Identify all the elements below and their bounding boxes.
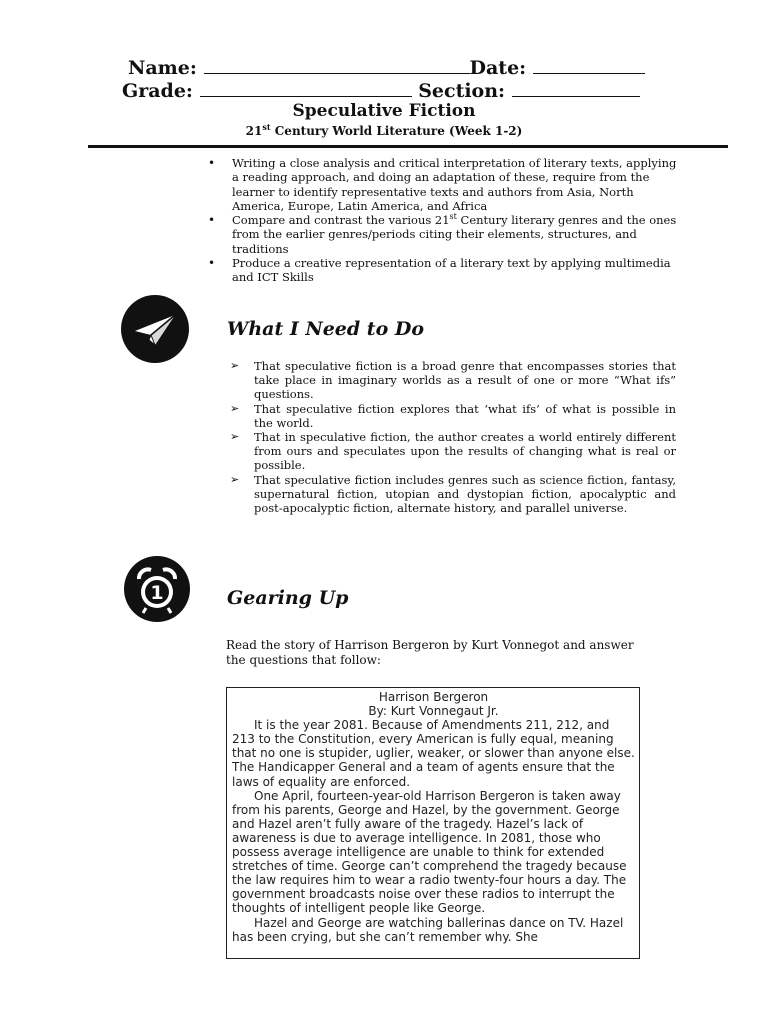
grade-section-line <box>122 79 640 102</box>
list-item: ➢ That speculative fiction includes genres such as science fiction, fantasy, supernatural fiction, utopian and dystopian fiction, apocalyptic and post-apocalyptic fiction, alternate history, and parallel universe. <box>230 473 676 516</box>
objective-item: • Produce a creative representation of a literary text by applying multimedia and ICT Skills <box>208 256 678 285</box>
header-divider <box>88 145 728 148</box>
story-paragraph: Hazel and George are watching ballerinas dance on TV. Hazel has been crying, but she can’t remember why. She <box>232 915 624 944</box>
grade-blank[interactable] <box>200 79 412 97</box>
date-blank[interactable] <box>533 56 645 74</box>
section-label: Section: <box>418 80 506 102</box>
name-label: Name: <box>128 57 197 79</box>
section-blank[interactable] <box>512 79 640 97</box>
objectives-list <box>208 156 678 285</box>
story-paragraph: It is the year 2081. Because of Amendments 211, 212, and 213 to the Constitution, every American is fully equal, meaning that no one is stupider, uglier, weaker, or slower than anyone else. The Handicapper General and a team of agents ensure that the laws of equality are enforced. <box>232 718 635 789</box>
page-title: Speculative Fiction <box>292 101 476 121</box>
page-subtitle: 21st Century World Literature (Week 1-2) <box>245 122 523 138</box>
list-item: ➢ That speculative fiction explores that ‘what ifs’ of what is possible in the world. <box>230 402 676 430</box>
list-item: ➢ That in speculative fiction, the author creates a world entirely different from ours and speculates upon the results of changing what is real or possible. <box>230 430 676 473</box>
story-paragraph: One April, fourteen-year-old Harrison Bergeron is taken away from his parents, George and Hazel, by the government. George and Hazel aren’t fully aware of the tragedy. Hazel’s lack of awareness is due to average intelligence. In 2081, those who possess average intelligence are unable to think for extended stretches of time. George can’t comprehend the tragedy because the law requires him to wear a radio twenty-four hours a day. The government broadcasts noise over these radios to interrupt the thoughts of intelligent people like George. <box>232 788 627 916</box>
date-label: Date: <box>469 57 527 79</box>
gearing-up-intro: Read the story of Harrison Bergeron by Kurt Vonnegot and answer the questions that follow: <box>226 638 634 667</box>
name-date-line <box>128 56 645 79</box>
objective-item: • Writing a close analysis and critical interpretation of literary texts, applying a reading approach, and doing an adaptation of these, require from the learner to identify representative texts and authors from Asia, North America, Europe, Latin America, and Africa <box>208 156 678 213</box>
list-item: ➢ That speculative fiction is a broad genre that encompasses stories that take place in imaginary worlds as a result of one or more “What ifs” questions. <box>230 359 676 402</box>
what-i-need-title: What I Need to Do <box>227 318 425 340</box>
what-i-need-list <box>230 359 676 515</box>
gearing-up-title: Gearing Up <box>227 587 349 609</box>
story-title: Harrison Bergeron <box>378 690 489 704</box>
alarm-clock-icon <box>124 556 190 622</box>
name-blank[interactable] <box>204 56 470 74</box>
story-box <box>226 687 640 959</box>
clock-number: 1 <box>150 582 164 604</box>
grade-label: Grade: <box>122 80 193 102</box>
paper-plane-icon <box>121 295 189 363</box>
story-author: By: Kurt Vonnegaut Jr. <box>368 704 499 719</box>
objective-item: • Compare and contrast the various 21st Century literary genres and the ones from the earlier genres/periods citing their elements, structures, and traditions <box>208 213 678 256</box>
